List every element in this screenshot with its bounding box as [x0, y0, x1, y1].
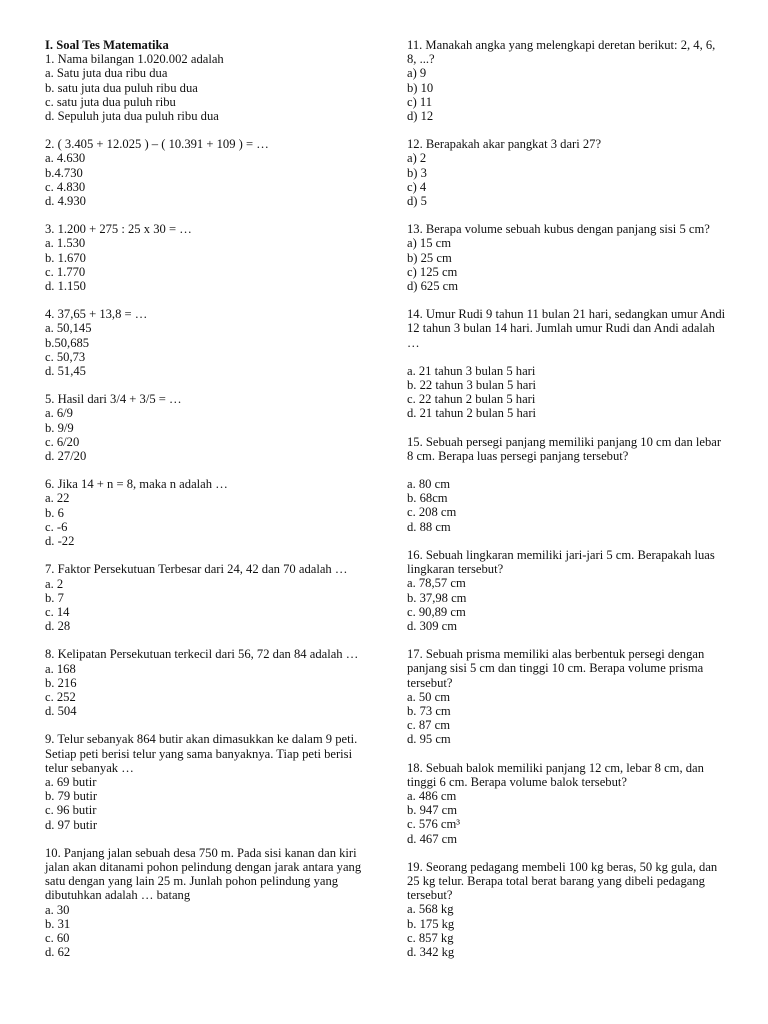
answer-option: c. 252	[45, 689, 76, 704]
question-block	[407, 435, 727, 534]
question-text: 2. ( 3.405 + 12.025 ) – ( 10.391 + 109 ) = …	[45, 137, 269, 152]
answer-option: d. 21 tahun 2 bulan 5 hari	[407, 406, 537, 421]
question-block	[45, 562, 370, 633]
question-block	[45, 732, 370, 831]
answer-option: a. 78,57 cm	[407, 576, 466, 591]
answer-option: d. 309 cm	[407, 618, 458, 633]
answer-option: d. 28	[45, 619, 71, 634]
answer-option: d) 12	[407, 109, 434, 124]
answer-option: b. 68cm	[407, 491, 448, 506]
answer-option: d) 5	[407, 194, 427, 209]
question-text: 13. Berapa volume sebuah kubus dengan panjang sisi 5 cm?	[407, 222, 710, 237]
answer-option: d. 1.150	[45, 279, 86, 294]
answer-option: b. 9/9	[45, 420, 74, 435]
answer-option: d. 95 cm	[407, 732, 451, 747]
answer-option: d. 342 kg	[407, 944, 455, 959]
question-block	[45, 477, 370, 548]
answer-option: c. 87 cm	[407, 718, 451, 733]
answer-option: c. 22 tahun 2 bulan 5 hari	[407, 392, 536, 407]
question-text: 5. Hasil dari 3/4 + 3/5 = …	[45, 392, 182, 407]
question-block	[407, 761, 727, 846]
answer-option: a) 9	[407, 66, 427, 81]
answer-option: c. 6/20	[45, 434, 80, 449]
answer-option: c. 96 butir	[45, 803, 97, 818]
answer-option: c. 90,89 cm	[407, 604, 466, 619]
answer-option: d. 504	[45, 704, 77, 719]
answer-option: a. 69 butir	[45, 774, 97, 789]
answer-option: a. Satu juta dua ribu dua	[45, 66, 168, 81]
question-text: 1. Nama bilangan 1.020.002 adalah	[45, 52, 224, 67]
question-text: 16. Sebuah lingkaran memiliki jari-jari 5 cm. Berapakah luas lingkaran tersebut?	[407, 547, 715, 577]
answer-option: a. 21 tahun 3 bulan 5 hari	[407, 363, 536, 378]
answer-option: b. 73 cm	[407, 703, 451, 718]
answer-option: b) 25 cm	[407, 250, 452, 265]
answer-option: d. -22	[45, 534, 75, 549]
question-text: 17. Sebuah prisma memiliki alas berbentuk persegi dengan panjang sisi 5 cm dan tinggi 10 cm. Berapa volume prisma tersebut?	[407, 647, 705, 690]
question-block	[407, 222, 727, 293]
answer-option: c. 14	[45, 604, 70, 619]
answer-option: b. 947 cm	[407, 803, 458, 818]
question-block	[407, 38, 727, 123]
answer-option: c. 857 kg	[407, 930, 454, 945]
question-text: 10. Panjang jalan sebuah desa 750 m. Pada sisi kanan dan kiri jalan akan ditanami pohon pelindung dengan jarak antara yang satu dengan yang lain 25 m. Junlah pohon pelindung yang dibutuhkan adalah … batang	[45, 845, 362, 903]
question-text: 15. Sebuah persegi panjang memiliki panjang 10 cm dan lebar 8 cm. Berapa luas persegi panjang tersebut?	[407, 434, 722, 463]
answer-option: d. 467 cm	[407, 831, 458, 846]
question-block	[45, 137, 370, 208]
answer-option: d. 27/20	[45, 449, 87, 464]
answer-option: b.4.730	[45, 165, 83, 180]
section-heading: I. Soal Tes Matematika	[45, 38, 169, 52]
question-block	[407, 647, 727, 746]
question-block	[407, 307, 727, 420]
answer-option: d) 625 cm	[407, 279, 459, 294]
answer-option: a. 50,145	[45, 321, 92, 336]
answer-option: c. 50,73	[45, 349, 86, 364]
answer-option: a. 4.630	[45, 151, 86, 166]
answer-option: d. 88 cm	[407, 519, 451, 534]
answer-option: a. 6/9	[45, 406, 73, 421]
answer-option: a) 2	[407, 151, 427, 166]
question-block	[45, 647, 370, 718]
answer-option: c. 4.830	[45, 179, 86, 194]
answer-option: a. 50 cm	[407, 689, 451, 704]
answer-option: b. 79 butir	[45, 789, 98, 804]
answer-option: b. 31	[45, 916, 71, 931]
answer-option: b. 6	[45, 505, 64, 520]
answer-option: c. -6	[45, 519, 68, 534]
answer-option: a. 168	[45, 661, 76, 676]
answer-option: a. 1.530	[45, 236, 86, 251]
answer-option: d. 97 butir	[45, 817, 98, 832]
answer-option: c. 576 cm³	[407, 817, 461, 832]
question-block	[45, 307, 370, 378]
answer-option: a. 568 kg	[407, 902, 454, 917]
answer-option: b) 3	[407, 165, 427, 180]
spacer	[407, 463, 727, 477]
answer-option: b. 1.670	[45, 250, 86, 265]
answer-option: c. 1.770	[45, 264, 86, 279]
question-text: 14. Umur Rudi 9 tahun 11 bulan 21 hari, sedangkan umur Andi 12 tahun 3 bulan 14 hari. Jumlah umur Rudi dan Andi adalah …	[407, 307, 726, 350]
question-text: 19. Seorang pedagang membeli 100 kg beras, 50 kg gula, dan 25 kg telur. Berapa total berat barang yang dibeli pedagang tersebut?	[407, 859, 718, 903]
question-text: 3. 1.200 + 275 : 25 x 30 = …	[45, 222, 192, 237]
answer-option: c. satu juta dua puluh ribu	[45, 94, 176, 109]
answer-option: a. 22	[45, 491, 70, 506]
question-block	[407, 860, 727, 959]
question-text: 18. Sebuah balok memiliki panjang 12 cm, lebar 8 cm, dan tinggi 6 cm. Berapa volume balok tersebut?	[407, 760, 704, 789]
question-block	[45, 52, 370, 123]
answer-option: c. 208 cm	[407, 505, 457, 520]
answer-option: b.50,685	[45, 335, 90, 350]
answer-option: b. 175 kg	[407, 916, 455, 931]
left-column	[45, 38, 370, 973]
answer-option: a. 80 cm	[407, 477, 451, 492]
answer-option: b. 7	[45, 590, 64, 605]
question-text: 6. Jika 14 + n = 8, maka n adalah …	[45, 477, 228, 492]
question-block	[407, 548, 727, 633]
question-text: 9. Telur sebanyak 864 butir akan dimasukkan ke dalam 9 peti. Setiap peti berisi telur yang sama banyaknya. Tiap peti berisi telur sebanyak …	[45, 732, 358, 775]
answer-option: d. 4.930	[45, 194, 86, 209]
answer-option: c. 60	[45, 930, 70, 945]
answer-option: b) 10	[407, 80, 434, 95]
answer-option: b. 216	[45, 675, 77, 690]
answer-option: a) 15 cm	[407, 236, 452, 251]
question-text: 12. Berapakah akar pangkat 3 dari 27?	[407, 137, 602, 152]
answer-option: a. 486 cm	[407, 788, 457, 803]
answer-option: d. 62	[45, 945, 71, 960]
answer-option: c) 4	[407, 179, 427, 194]
answer-option: a. 30	[45, 902, 70, 917]
right-column	[407, 38, 727, 973]
question-block	[45, 222, 370, 293]
question-text: 7. Faktor Persekutuan Terbesar dari 24, 42 dan 70 adalah …	[45, 562, 348, 577]
question-block	[407, 137, 727, 208]
answer-option: a. 2	[45, 576, 64, 591]
question-block	[45, 392, 370, 463]
question-text: 8. Kelipatan Persekutuan terkecil dari 56, 72 dan 84 adalah …	[45, 647, 359, 662]
answer-option: c) 125 cm	[407, 264, 458, 279]
question-block	[45, 846, 370, 960]
answer-option: b. satu juta dua puluh ribu dua	[45, 80, 198, 95]
answer-option: b. 37,98 cm	[407, 590, 467, 605]
answer-option: d. Sepuluh juta dua puluh ribu dua	[45, 109, 219, 124]
spacer	[407, 350, 727, 364]
answer-option: b. 22 tahun 3 bulan 5 hari	[407, 378, 537, 393]
question-text: 11. Manakah angka yang melengkapi deretan berikut: 2, 4, 6, 8, ...?	[407, 38, 716, 67]
answer-option: c) 11	[407, 94, 433, 109]
answer-option: d. 51,45	[45, 364, 86, 379]
question-text: 4. 37,65 + 13,8 = …	[45, 307, 148, 322]
